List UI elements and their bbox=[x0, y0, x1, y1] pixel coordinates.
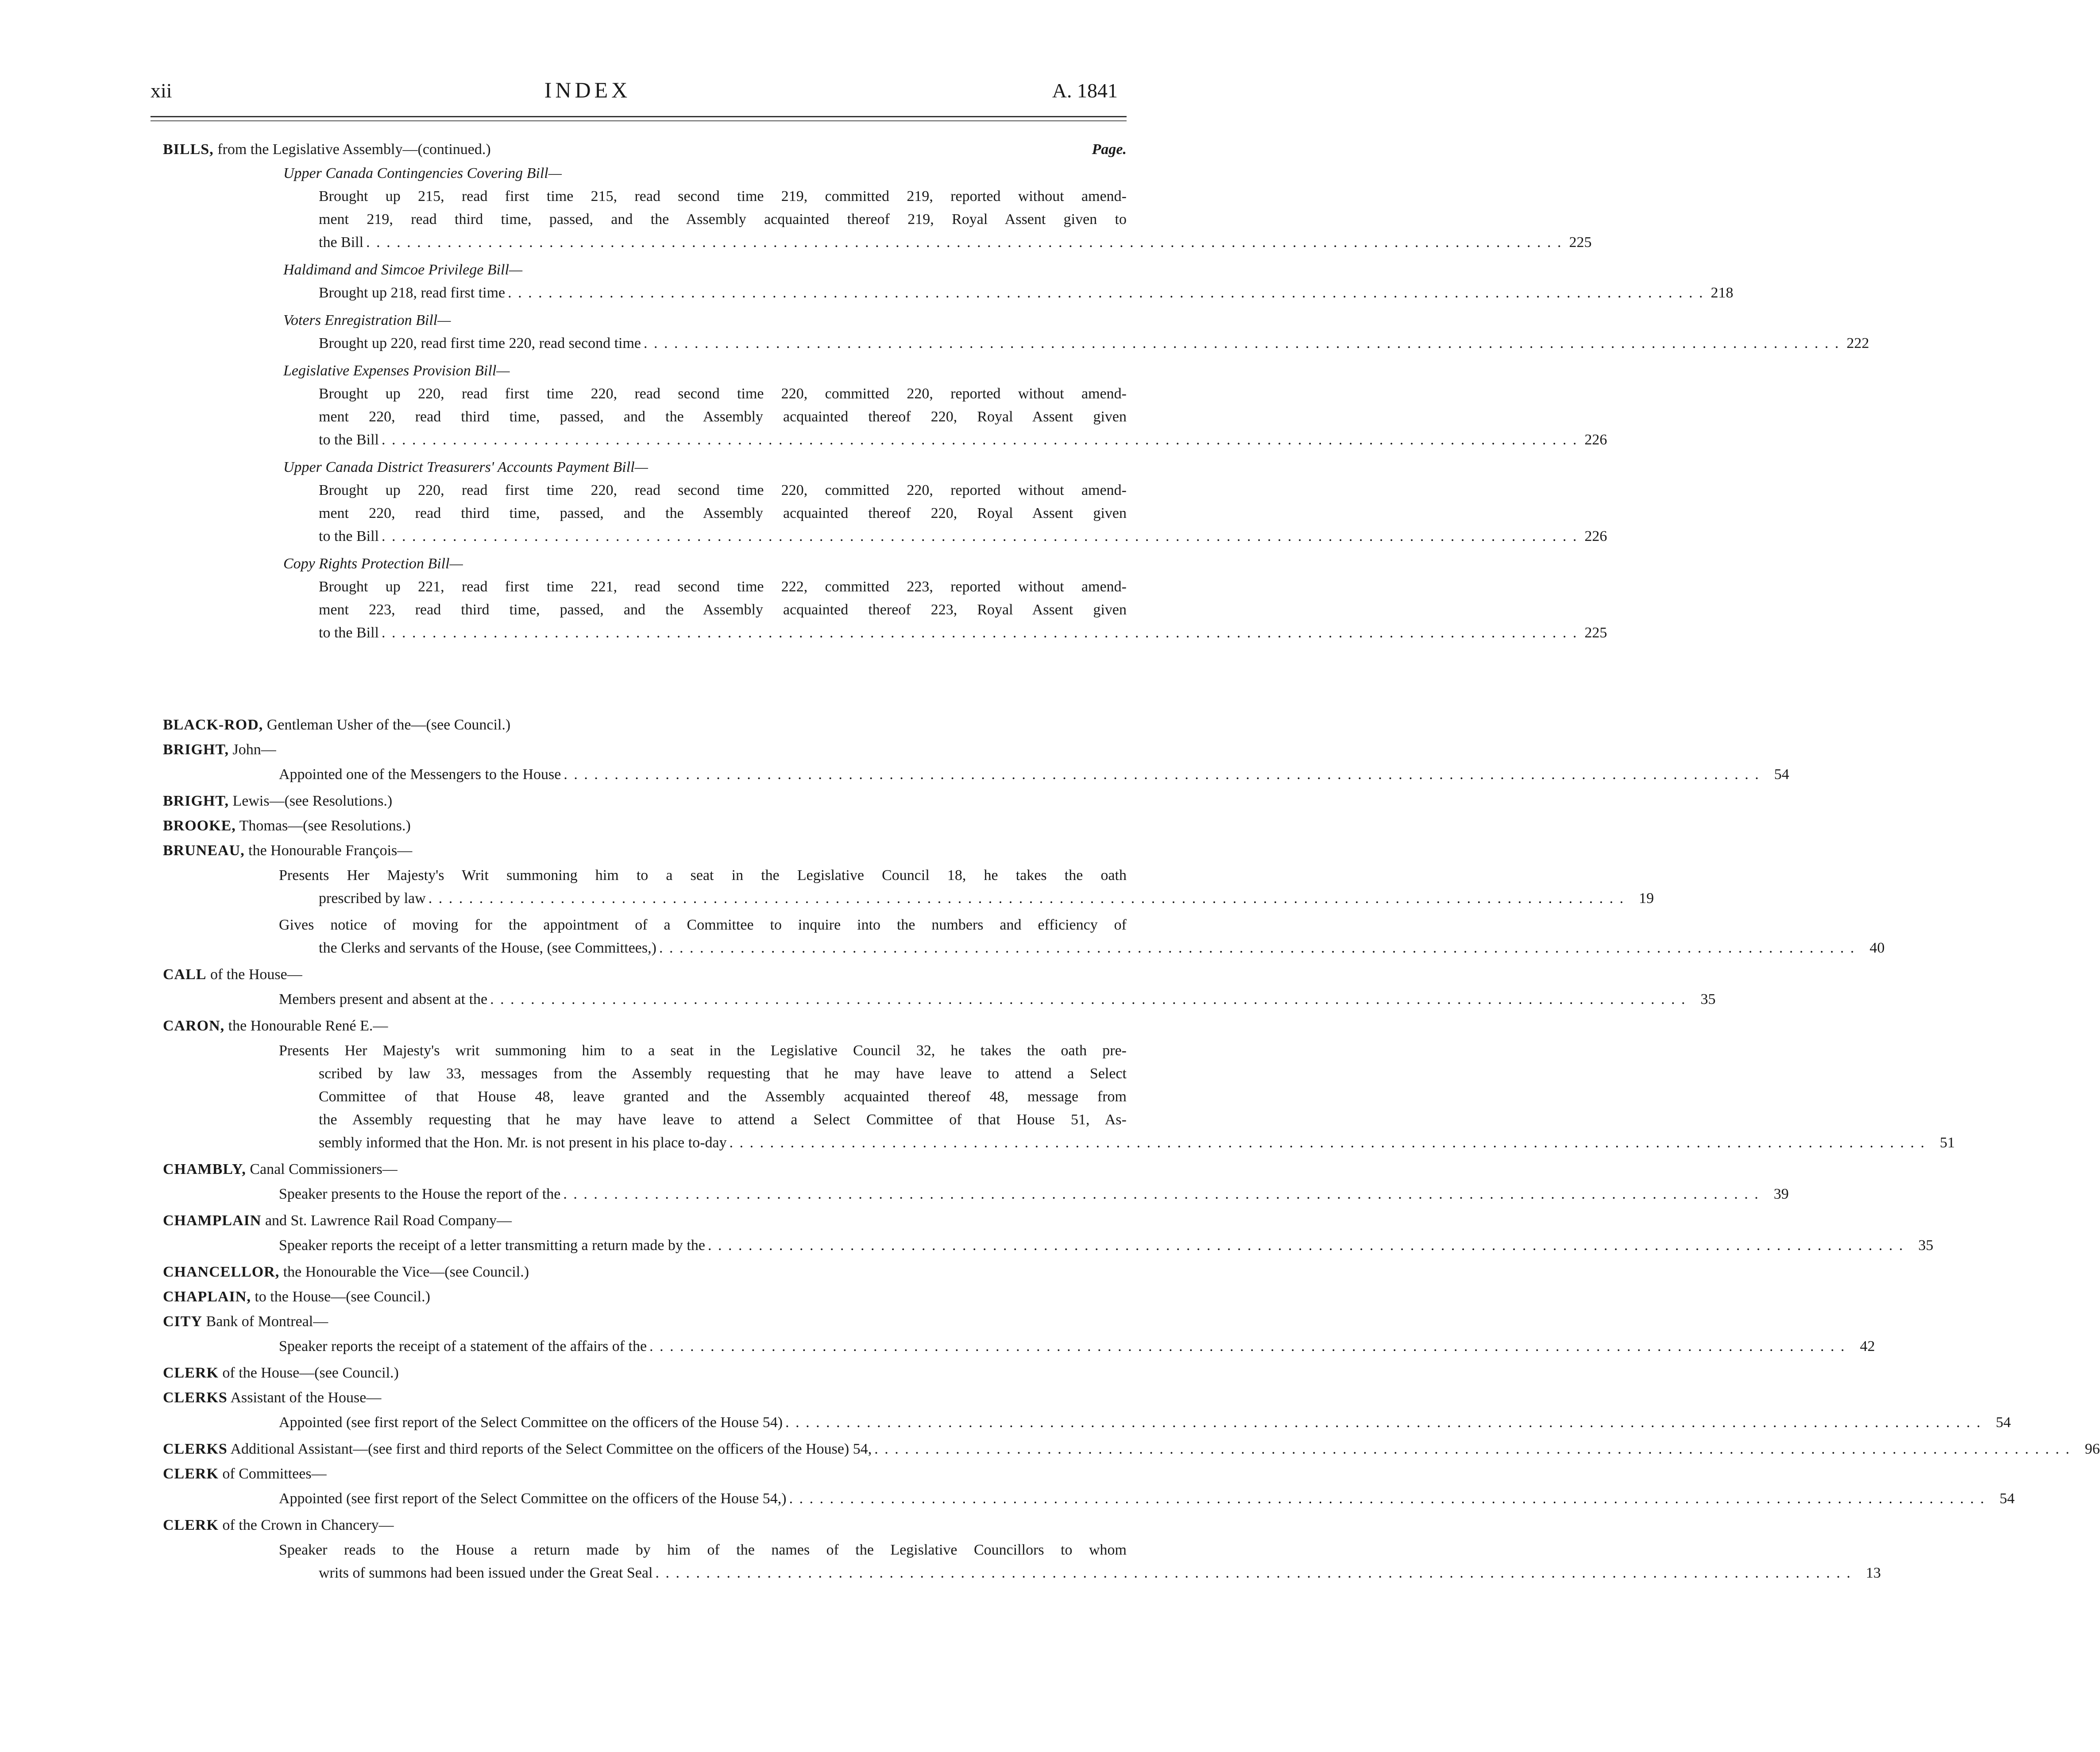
index-entry-heading-text bbox=[163, 1285, 430, 1308]
page-reference: 54 bbox=[1996, 1414, 2011, 1431]
index-subentry-text: Appointed (see first report of the Select Committee on the officers of the House 54,) bbox=[279, 1490, 787, 1507]
dot-leader: . . . . . . . . . . . . . . . . . . . . . . . . . . . . . . . . . . . . . . . . . . . . . . . . . . . . . . . . . . . . . . . . . . . . . . . . . . . . . . . . . . . . . . . . . . . . . . . . . . . . . . . . . . . . . . . . . . . . . . bbox=[366, 234, 1563, 251]
index-subentry bbox=[279, 1183, 1789, 1206]
index-entry-heading bbox=[163, 1261, 1127, 1284]
index-entry-heading-text bbox=[163, 1209, 512, 1232]
dot-leader: . . . . . . . . . . . . . . . . . . . . . . . . . . . . . . . . . . . . . . . . . . . . . . . . . . . . . . . . . . . . . . . . . . . . . . . . . . . . . . . . . . . . . . . . . . . . . . . . . . . . . . . . . . . . . . . . . . . . . . bbox=[563, 1186, 1760, 1202]
entry-heading-word: CHAPLAIN, bbox=[163, 1289, 251, 1305]
index-subentry bbox=[279, 1234, 1934, 1257]
entry-heading-rest: Bank of Montreal— bbox=[202, 1313, 328, 1330]
index-subentry-line-text: Committee of that House 48, leave granted and the Assembly acquainted thereof 48, message from bbox=[319, 1088, 1127, 1105]
entry-heading-word: BLACK-ROD, bbox=[163, 717, 263, 733]
entry-heading-word: BRUNEAU, bbox=[163, 842, 245, 859]
index-subentry-line bbox=[319, 1062, 1127, 1085]
entry-heading-rest: Assistant of the House— bbox=[227, 1389, 382, 1406]
page-reference: 19 bbox=[1639, 890, 1654, 907]
index-entry-heading bbox=[163, 1386, 1127, 1409]
page-reference: 35 bbox=[1700, 991, 1716, 1007]
index-subentry-line-text: Speaker reads to the House a return made by him of the names of the Legislative Councillors to whom bbox=[279, 1542, 1127, 1558]
index-subentry-line bbox=[279, 914, 1127, 937]
index-subentry-line bbox=[319, 937, 1885, 960]
index-entry-heading bbox=[163, 1310, 1127, 1333]
index-entry-heading-text bbox=[163, 714, 510, 737]
bill-proceedings-line-text: Brought up 215, read first time 215, read second time 219, committed 219, reported without amend- bbox=[319, 188, 1127, 205]
index-entry-heading-text bbox=[163, 814, 411, 837]
entry-heading-rest: Thomas—(see Resolutions.) bbox=[235, 818, 411, 834]
dot-leader: . . . . . . . . . . . . . . . . . . . . . . . . . . . . . . . . . . . . . . . . . . . . . . . . . . . . . . . . . . . . . . . . . . . . . . . . . . . . . . . . . . . . . . . . . . . . . . . . . . . . . . . . . . . . . . . . . . . . . . bbox=[508, 285, 1704, 301]
entry-heading-word: BRIGHT, bbox=[163, 741, 229, 758]
entry-heading-rest: to the House—(see Council.) bbox=[251, 1289, 430, 1305]
index-subentry-line bbox=[319, 1108, 1127, 1131]
bill-title bbox=[283, 456, 1127, 479]
page-reference: 226 bbox=[1584, 528, 1607, 544]
bill-proceedings-line-text: to the Bill bbox=[319, 432, 379, 448]
entry-heading-rest: of the House—(see Council.) bbox=[218, 1365, 399, 1381]
page-reference: 222 bbox=[1846, 335, 1869, 351]
index-entry-heading-text bbox=[163, 1015, 388, 1038]
index-entry-heading bbox=[163, 1158, 1127, 1181]
bill-proceedings-line-text: Brought up 220, read first time 220, read second time bbox=[319, 335, 641, 351]
bill-proceedings-line bbox=[319, 282, 1733, 305]
bill-proceedings-line bbox=[319, 208, 1127, 231]
bill-proceedings-line bbox=[319, 525, 1607, 548]
bill-title bbox=[283, 259, 1127, 282]
index-subentry-line bbox=[279, 864, 1127, 887]
bills-heading bbox=[163, 138, 1127, 161]
index-entry-heading bbox=[163, 1438, 2100, 1461]
bill-proceedings-line bbox=[319, 502, 1127, 525]
index-subentry-text: Appointed one of the Messengers to the House bbox=[279, 766, 561, 783]
index-entry-heading bbox=[163, 1514, 1127, 1537]
bill-proceedings-line bbox=[319, 231, 1592, 254]
index-subentry-line bbox=[319, 887, 1654, 910]
bill-proceedings-line bbox=[319, 405, 1127, 428]
bill-title-text: Copy Rights Protection Bill— bbox=[283, 556, 463, 572]
dot-leader: . . . . . . . . . . . . . . . . . . . . . . . . . . . . . . . . . . . . . . . . . . . . . . . . . . . . . . . . . . . . . . . . . . . . . . . . . . . . . . . . . . . . . . . . . . . . . . . . . . . . . . . . . . . . . . . . . . . . . . bbox=[428, 890, 1625, 907]
page-reference: 39 bbox=[1773, 1186, 1789, 1202]
dot-leader: . . . . . . . . . . . . . . . . . . . . . . . . . . . . . . . . . . . . . . . . . . . . . . . . . . . . . . . . . . . . . . . . . . . . . . . . . . . . . . . . . . . . . . . . . . . . . . . . . . . . . . . . . . . . . . . . . . . . . . bbox=[382, 625, 1578, 641]
index-subentry-line-text: the Assembly requesting that he may have leave to attend a Select Committee of that House 51, As- bbox=[319, 1111, 1127, 1128]
index-subentry-line-text: Presents Her Majesty's Writ summoning him to a seat in the Legislative Council 18, he takes the oath bbox=[279, 867, 1127, 884]
index-subentry-line-text: writs of summons had been issued under the Great Seal bbox=[319, 1565, 653, 1581]
index-entry-heading bbox=[163, 790, 1127, 813]
entry-heading-rest: the Honourable René E.— bbox=[224, 1018, 388, 1034]
index-entry-heading-text bbox=[163, 963, 302, 986]
index-entry-heading bbox=[163, 1362, 1127, 1385]
index-entry-heading-text bbox=[163, 1386, 381, 1409]
dot-leader: . . . . . . . . . . . . . . . . . . . . . . . . . . . . . . . . . . . . . . . . . . . . . . . . . . . . . . . . . . . . . . . . . . . . . . . . . . . . . . . . . . . . . . . . . . . . . . . . . . . . . . . . . . . . . . . . . . . . . . bbox=[649, 1338, 1846, 1355]
index-entry-heading bbox=[163, 738, 1127, 761]
entry-heading-word: CLERKS bbox=[163, 1389, 228, 1406]
bill-proceedings-line-text: ment 220, read third time, passed, and the Assembly acquainted thereof 220, Royal Assent given bbox=[319, 409, 1127, 425]
index-subentry-line bbox=[279, 1039, 1127, 1062]
page-reference: 54 bbox=[1774, 766, 1789, 783]
entry-heading-word: CITY bbox=[163, 1313, 203, 1330]
entry-heading-word: CHANCELLOR, bbox=[163, 1264, 280, 1280]
entry-heading-rest: Gentleman Usher of the—(see Council.) bbox=[263, 717, 511, 733]
bill-proceedings-line-text: to the Bill bbox=[319, 528, 379, 544]
entry-heading-rest: of Committees— bbox=[218, 1466, 327, 1482]
entry-heading-word: BROOKE, bbox=[163, 818, 236, 834]
index-subentry-line-text: sembly informed that the Hon. Mr. is not present in his place to-day bbox=[319, 1135, 727, 1151]
bill-proceedings-line-text: Brought up 218, read first time bbox=[319, 285, 506, 301]
dot-leader: . . . . . . . . . . . . . . . . . . . . . . . . . . . . . . . . . . . . . . . . . . . . . . . . . . . . . . . . . . . . . . . . . . . . . . . . . . . . . . . . . . . . . . . . . . . . . . . . . . . . . . . . . . . . . . . . . . . . . . bbox=[382, 528, 1578, 544]
page-reference: 225 bbox=[1584, 625, 1607, 641]
index-subentry bbox=[279, 1335, 1875, 1358]
entry-heading-word: CHAMBLY, bbox=[163, 1161, 246, 1177]
index-entry-heading-text bbox=[163, 1514, 394, 1537]
index-subentry-line bbox=[319, 1562, 1881, 1585]
header-rule bbox=[151, 116, 1127, 117]
bill-proceedings-line-text: Brought up 220, read first time 220, read second time 220, committed 220, reported without amend- bbox=[319, 482, 1127, 498]
entry-heading-word: CHAMPLAIN bbox=[163, 1212, 262, 1229]
dot-leader: . . . . . . . . . . . . . . . . . . . . . . . . . . . . . . . . . . . . . . . . . . . . . . . . . . . . . . . . . . . . . . . . . . . . . . . . . . . . . . . . . . . . . . . . . . . . . . . . . . . . . . . . . . . . . . . . . . . . . . bbox=[655, 1565, 1852, 1581]
index-entry-heading-text bbox=[163, 1463, 327, 1486]
index-subentry bbox=[279, 763, 1789, 786]
entry-heading-rest: Lewis—(see Resolutions.) bbox=[229, 793, 393, 809]
index-entry-heading-text bbox=[163, 1310, 328, 1333]
bill-proceedings-line bbox=[319, 479, 1127, 502]
entry-heading-rest: the Honourable François— bbox=[244, 842, 413, 859]
entry-heading-word: CLERK bbox=[163, 1466, 219, 1482]
index-entry-heading-text bbox=[163, 839, 412, 862]
entry-heading-word: CLERK bbox=[163, 1365, 219, 1381]
index-subentry-text: Appointed (see first report of the Select Committee on the officers of the House 54) bbox=[279, 1414, 783, 1431]
bill-proceedings-line-text: ment 220, read third time, passed, and the Assembly acquainted thereof 220, Royal Assent given bbox=[319, 505, 1127, 521]
index-entry-heading bbox=[163, 714, 1127, 737]
bills-heading-text bbox=[163, 138, 491, 161]
index-entry-heading-text bbox=[163, 738, 276, 761]
bill-proceedings-line-text: Brought up 221, read first time 221, read second time 222, committed 223, reported without amend- bbox=[319, 579, 1127, 595]
entry-heading-rest: of the House— bbox=[206, 966, 302, 983]
bill-title bbox=[283, 359, 1127, 382]
index-subentry-line-text: Presents Her Majesty's writ summoning him to a seat in the Legislative Council 32, he takes the oath pre- bbox=[279, 1042, 1127, 1059]
bill-proceedings-line bbox=[319, 332, 1869, 355]
page-reference: 42 bbox=[1860, 1338, 1875, 1355]
index-subentry bbox=[279, 1487, 2015, 1510]
bill-proceedings-line bbox=[319, 621, 1607, 644]
index-subentry bbox=[279, 1411, 2011, 1434]
index-entry-heading-text bbox=[163, 1261, 529, 1284]
bill-title-text: Upper Canada Contingencies Covering Bill— bbox=[283, 165, 562, 181]
entry-heading-rest: Additional Assistant—(see first and third reports of the Select Committee on the officers of the House) 54, bbox=[227, 1441, 872, 1457]
entry-heading-word: CLERKS bbox=[163, 1441, 228, 1457]
bill-proceedings-line bbox=[319, 382, 1127, 405]
index-subentry-line bbox=[319, 1085, 1127, 1108]
page-reference: 226 bbox=[1584, 432, 1607, 448]
dot-leader: . . . . . . . . . . . . . . . . . . . . . . . . . . . . . . . . . . . . . . . . . . . . . . . . . . . . . . . . . . . . . . . . . . . . . . . . . . . . . . . . . . . . . . . . . . . . . . . . . . . . . . . . . . . . . . . . . . . . . . bbox=[707, 1237, 1904, 1254]
page-number: xii bbox=[151, 79, 172, 102]
index-subentry-line-text: the Clerks and servants of the House, (see Committees,) bbox=[319, 940, 656, 956]
entry-heading-rest: from the Legislative Assembly—(continued.) bbox=[213, 141, 491, 158]
page-reference: 40 bbox=[1869, 940, 1885, 956]
year-label: A. 1841 bbox=[1052, 79, 1118, 102]
entry-heading-rest: John— bbox=[229, 741, 276, 758]
bill-proceedings-line bbox=[319, 185, 1127, 208]
bill-title bbox=[283, 552, 1127, 575]
dot-leader: . . . . . . . . . . . . . . . . . . . . . . . . . . . . . . . . . . . . . . . . . . . . . . . . . . . . . . . . . . . . . . . . . . . . . . . . . . . . . . . . . . . . . . . . . . . . . . . . . . . . . . . . . . . . . . . . . . . . . . bbox=[789, 1490, 1986, 1507]
page-reference: 218 bbox=[1710, 285, 1733, 301]
dot-leader: . . . . . . . . . . . . . . . . . . . . . . . . . . . . . . . . . . . . . . . . . . . . . . . . . . . . . . . . . . . . . . . . . . . . . . . . . . . . . . . . . . . . . . . . . . . . . . . . . . . . . . . . . . . . . . . . . . . . . . bbox=[659, 940, 1856, 956]
entry-heading-rest: Canal Commissioners— bbox=[246, 1161, 398, 1177]
bill-proceedings-line-text: to the Bill bbox=[319, 625, 379, 641]
entry-heading-word: CALL bbox=[163, 966, 207, 983]
bill-proceedings-line bbox=[319, 428, 1607, 452]
bill-proceedings-line-text: the Bill bbox=[319, 234, 364, 251]
index-entry-heading bbox=[163, 839, 1127, 862]
index-entry-heading bbox=[163, 1285, 1127, 1308]
index-subentry-line bbox=[319, 1131, 1955, 1154]
dot-leader: . . . . . . . . . . . . . . . . . . . . . . . . . . . . . . . . . . . . . . . . . . . . . . . . . . . . . . . . . . . . . . . . . . . . . . . . . . . . . . . . . . . . . . . . . . . . . . . . . . . . . . . . . . . . . . . . . . . . . . bbox=[729, 1135, 1926, 1151]
bill-title-text: Legislative Expenses Provision Bill— bbox=[283, 363, 510, 379]
page-reference: 13 bbox=[1865, 1565, 1881, 1581]
header-rule-secondary bbox=[151, 120, 1127, 121]
entry-heading-rest: and St. Lawrence Rail Road Company— bbox=[261, 1212, 512, 1229]
bill-title-text: Upper Canada District Treasurers' Accounts Payment Bill— bbox=[283, 459, 648, 475]
index-entry-heading-text bbox=[163, 1362, 399, 1385]
entry-heading-word: BILLS, bbox=[163, 141, 214, 158]
entry-heading-word: CARON, bbox=[163, 1018, 225, 1034]
page-column-label: Page. bbox=[1092, 141, 1127, 158]
index-entry-heading-text bbox=[163, 1438, 872, 1461]
page-reference: 35 bbox=[1918, 1237, 1934, 1254]
dot-leader: . . . . . . . . . . . . . . . . . . . . . . . . . . . . . . . . . . . . . . . . . . . . . . . . . . . . . . . . . . . . . . . . . . . . . . . . . . . . . . . . . . . . . . . . . . . . . . . . . . . . . . . . . . . . . . . . . . . . . . bbox=[382, 432, 1578, 448]
index-entry-heading bbox=[163, 1015, 1127, 1038]
index-subentry bbox=[279, 988, 1716, 1011]
bill-proceedings-line bbox=[319, 598, 1127, 621]
bill-proceedings-line bbox=[319, 575, 1127, 598]
index-subentry-text: Members present and absent at the bbox=[279, 991, 488, 1007]
dot-leader: . . . . . . . . . . . . . . . . . . . . . . . . . . . . . . . . . . . . . . . . . . . . . . . . . . . . . . . . . . . . . . . . . . . . . . . . . . . . . . . . . . . . . . . . . . . . . . . . . . . . . . . . . . . . . . . . . . . . . . bbox=[874, 1441, 2071, 1457]
dot-leader: . . . . . . . . . . . . . . . . . . . . . . . . . . . . . . . . . . . . . . . . . . . . . . . . . . . . . . . . . . . . . . . . . . . . . . . . . . . . . . . . . . . . . . . . . . . . . . . . . . . . . . . . . . . . . . . . . . . . . . bbox=[564, 766, 1760, 783]
index-entry-heading bbox=[163, 1209, 1127, 1232]
entry-heading-word: BRIGHT, bbox=[163, 793, 229, 809]
entry-heading-word: CLERK bbox=[163, 1517, 219, 1533]
bill-title-text: Haldimand and Simcoe Privilege Bill— bbox=[283, 262, 523, 278]
index-subentry-text: Speaker reports the receipt of a letter transmitting a return made by the bbox=[279, 1237, 705, 1254]
index-subentry-line-text: Gives notice of moving for the appointment of a Committee to inquire into the numbers and efficiency of bbox=[279, 917, 1127, 933]
page-reference: 54 bbox=[2000, 1490, 2015, 1507]
index-entry-heading bbox=[163, 1463, 1127, 1486]
page-reference: 96 bbox=[2085, 1441, 2100, 1457]
page-reference: 225 bbox=[1569, 234, 1592, 251]
bill-title bbox=[283, 162, 1127, 185]
index-subentry-line-text: scribed by law 33, messages from the Assembly requesting that he may have leave to attend a Select bbox=[319, 1065, 1127, 1082]
index-entry-heading-text bbox=[163, 1158, 398, 1181]
index-subentry-line bbox=[279, 1539, 1127, 1562]
bill-proceedings-line-text: ment 223, read third time, passed, and the Assembly acquainted thereof 223, Royal Assent given bbox=[319, 602, 1127, 618]
index-entry-heading bbox=[163, 814, 1127, 837]
dot-leader: . . . . . . . . . . . . . . . . . . . . . . . . . . . . . . . . . . . . . . . . . . . . . . . . . . . . . . . . . . . . . . . . . . . . . . . . . . . . . . . . . . . . . . . . . . . . . . . . . . . . . . . . . . . . . . . . . . . . . . bbox=[490, 991, 1687, 1007]
index-subentry-text: Speaker reports the receipt of a statement of the affairs of the bbox=[279, 1338, 647, 1355]
page-title: INDEX bbox=[544, 77, 631, 102]
bill-title-text: Voters Enregistration Bill— bbox=[283, 312, 451, 328]
entry-heading-rest: of the Crown in Chancery— bbox=[218, 1517, 394, 1533]
index-entry-heading-text bbox=[163, 790, 392, 813]
dot-leader: . . . . . . . . . . . . . . . . . . . . . . . . . . . . . . . . . . . . . . . . . . . . . . . . . . . . . . . . . . . . . . . . . . . . . . . . . . . . . . . . . . . . . . . . . . . . . . . . . . . . . . . . . . . . . . . . . . . . . . bbox=[785, 1414, 1982, 1431]
page-reference: 51 bbox=[1940, 1135, 1955, 1151]
entry-heading-rest: the Honourable the Vice—(see Council.) bbox=[279, 1264, 529, 1280]
index-subentry-text: Speaker presents to the House the report of the bbox=[279, 1186, 561, 1202]
bill-proceedings-line-text: ment 219, read third time, passed, and the Assembly acquainted thereof 219, Royal Assent given to bbox=[319, 211, 1127, 228]
dot-leader: . . . . . . . . . . . . . . . . . . . . . . . . . . . . . . . . . . . . . . . . . . . . . . . . . . . . . . . . . . . . . . . . . . . . . . . . . . . . . . . . . . . . . . . . . . . . . . . . . . . . . . . . . . . . . . . . . . . . . . bbox=[644, 335, 1840, 351]
index-subentry-line-text: prescribed by law bbox=[319, 890, 426, 907]
bill-title bbox=[283, 309, 1127, 332]
bill-proceedings-line-text: Brought up 220, read first time 220, read second time 220, committed 220, reported without amend- bbox=[319, 386, 1127, 402]
index-entry-heading bbox=[163, 963, 1127, 986]
